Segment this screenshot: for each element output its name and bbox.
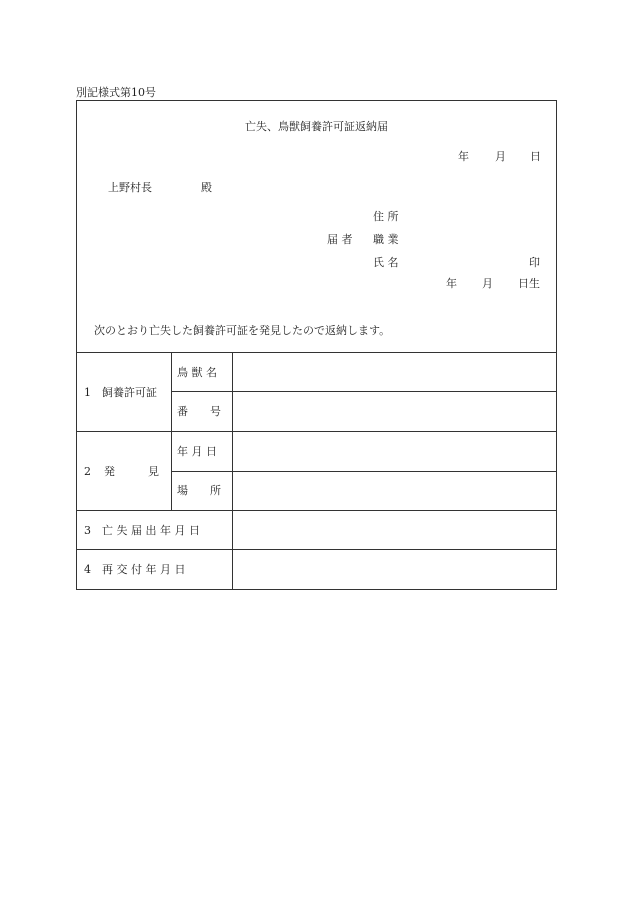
table-divider <box>77 510 556 511</box>
discovery-place-label: 場 所 <box>177 484 221 497</box>
table-divider <box>77 549 556 550</box>
form-number: 別記様式第10号 <box>76 86 156 99</box>
table-top-border <box>77 352 556 353</box>
section2-label: 発 見 <box>104 465 159 478</box>
discovery-date-label: 年 月 日 <box>177 445 217 458</box>
section1-label: 1 飼養許可証 <box>84 386 157 399</box>
section2-number: 2 <box>84 465 91 478</box>
occupation-label: 職 業 <box>373 233 399 246</box>
table-divider <box>171 471 556 472</box>
birth-day-label: 日生 <box>518 277 540 290</box>
date-day-label: 日 <box>530 150 541 163</box>
form-box <box>76 100 557 590</box>
date-year-label: 年 <box>458 150 469 163</box>
notifier-group-label: 届 者 <box>327 233 353 246</box>
seal-mark: 印 <box>529 256 540 269</box>
addressee-honorific: 殿 <box>201 181 212 194</box>
birth-year-label: 年 <box>446 277 457 290</box>
table-divider <box>232 352 233 590</box>
addressee-name: 上野村長 <box>108 181 152 194</box>
loss-report-date-label: 3 亡 失 届 出 年 月 日 <box>84 524 200 537</box>
permit-number-label: 番 号 <box>177 405 221 418</box>
form-title: 亡失、鳥獣飼養許可証返納届 <box>245 120 388 133</box>
address-label: 住 所 <box>373 210 399 223</box>
animal-name-label: 鳥 獣 名 <box>177 366 217 379</box>
table-divider <box>171 352 172 510</box>
date-month-label: 月 <box>495 150 506 163</box>
table-divider <box>171 391 556 392</box>
table-divider <box>77 431 556 432</box>
name-label: 氏 名 <box>373 256 399 269</box>
birth-month-label: 月 <box>482 277 493 290</box>
reissue-date-label: 4 再 交 付 年 月 日 <box>84 563 186 576</box>
statement-text: 次のとおり亡失した飼養許可証を発見したので返納します。 <box>94 324 391 337</box>
